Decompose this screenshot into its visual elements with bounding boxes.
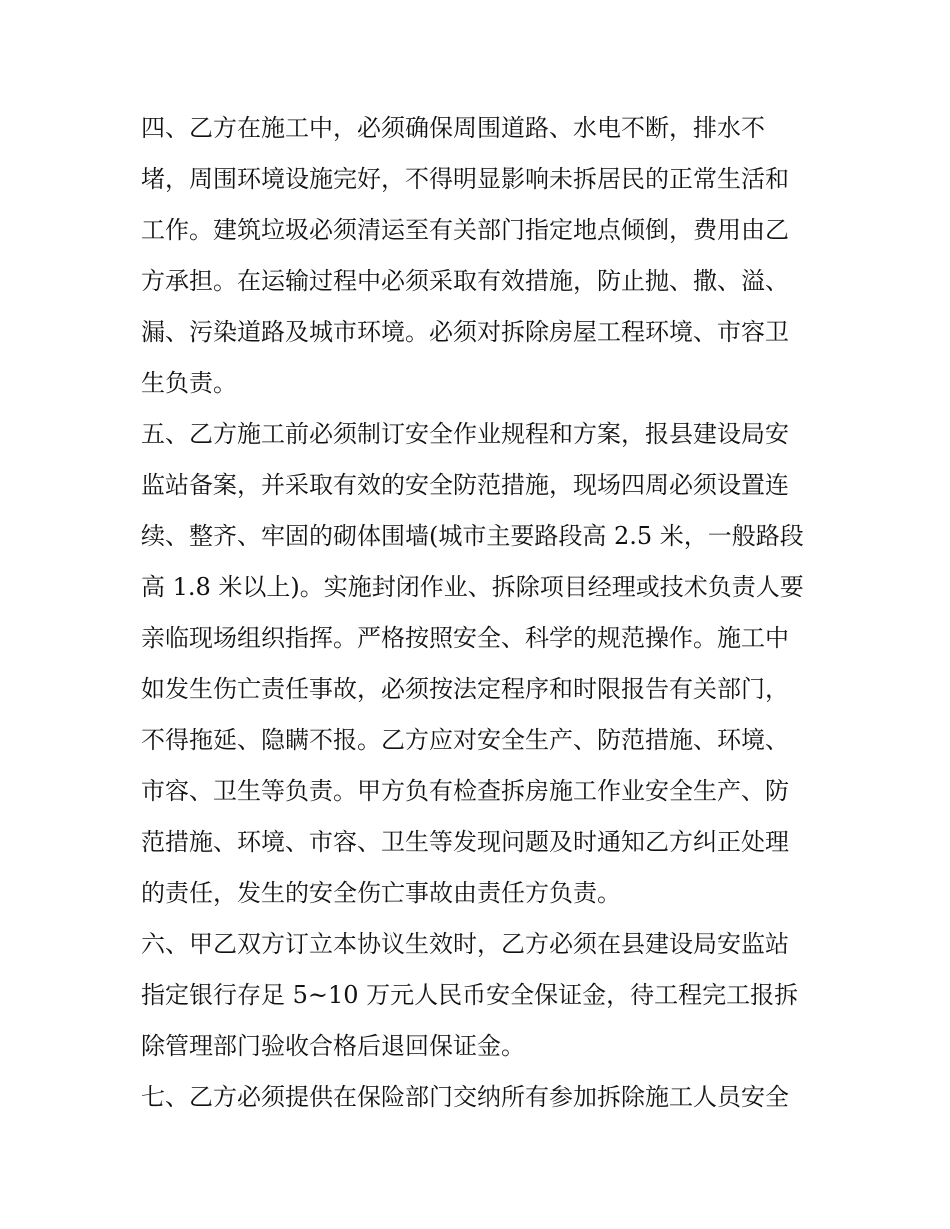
- text-line: 范措施、环境、市容、卫生等发现问题及时通知乙方纠正处理: [141, 828, 789, 856]
- text-line: 亲临现场组织指挥。严格按照安全、科学的规范操作。施工中: [141, 624, 789, 652]
- text-line: 六、甲乙双方订立本协议生效时，乙方必须在县建设局安监站: [141, 930, 789, 958]
- text-line: 不得拖延、隐瞒不报。乙方应对安全生产、防范措施、环境、: [141, 726, 789, 754]
- text-line: 如发生伤亡责任事故，必须按法定程序和时限报告有关部门，: [141, 675, 789, 703]
- text-line: 工作。建筑垃圾必须清运至有关部门指定地点倾倒，费用由乙: [141, 216, 789, 244]
- text-line: 指定银行存足 5~10 万元人民币安全保证金，待工程完工报拆: [141, 981, 799, 1009]
- clause-6: [141, 919, 816, 1072]
- clause-7: [141, 1072, 816, 1123]
- text-line: 生负责。: [141, 369, 237, 397]
- text-line: 高 1.8 米以上)。实施封闭作业、拆除项目经理或技术负责人要: [141, 573, 804, 601]
- text-line: 五、乙方施工前必须制订安全作业规程和方案，报县建设局安: [141, 420, 789, 448]
- text-line: 市容、卫生等负责。甲方负有检查拆房施工作业安全生产、防: [141, 777, 789, 805]
- clause-4: [141, 103, 816, 409]
- text-line: 方承担。在运输过程中必须采取有效措施，防止抛、撒、溢、: [141, 267, 789, 295]
- clause-5: [141, 409, 816, 919]
- text-line: 的责任，发生的安全伤亡事故由责任方负责。: [141, 879, 621, 907]
- text-line: 监站备案，并采取有效的安全防范措施，现场四周必须设置连: [141, 471, 789, 499]
- text-line: 漏、污染道路及城市环境。必须对拆除房屋工程环境、市容卫: [141, 318, 789, 346]
- text-line: 续、整齐、牢固的砌体围墙(城市主要路段高 2.5 米，一般路段: [141, 522, 804, 550]
- text-line: 堵，周围环境设施完好，不得明显影响未拆居民的正常生活和: [141, 165, 789, 193]
- document-body: [141, 103, 816, 1123]
- text-line: 七、乙方必须提供在保险部门交纳所有参加拆除施工人员安全: [141, 1083, 789, 1111]
- text-line: 四、乙方在施工中，必须确保周围道路、水电不断，排水不: [141, 114, 765, 142]
- text-line: 除管理部门验收合格后退回保证金。: [141, 1032, 525, 1060]
